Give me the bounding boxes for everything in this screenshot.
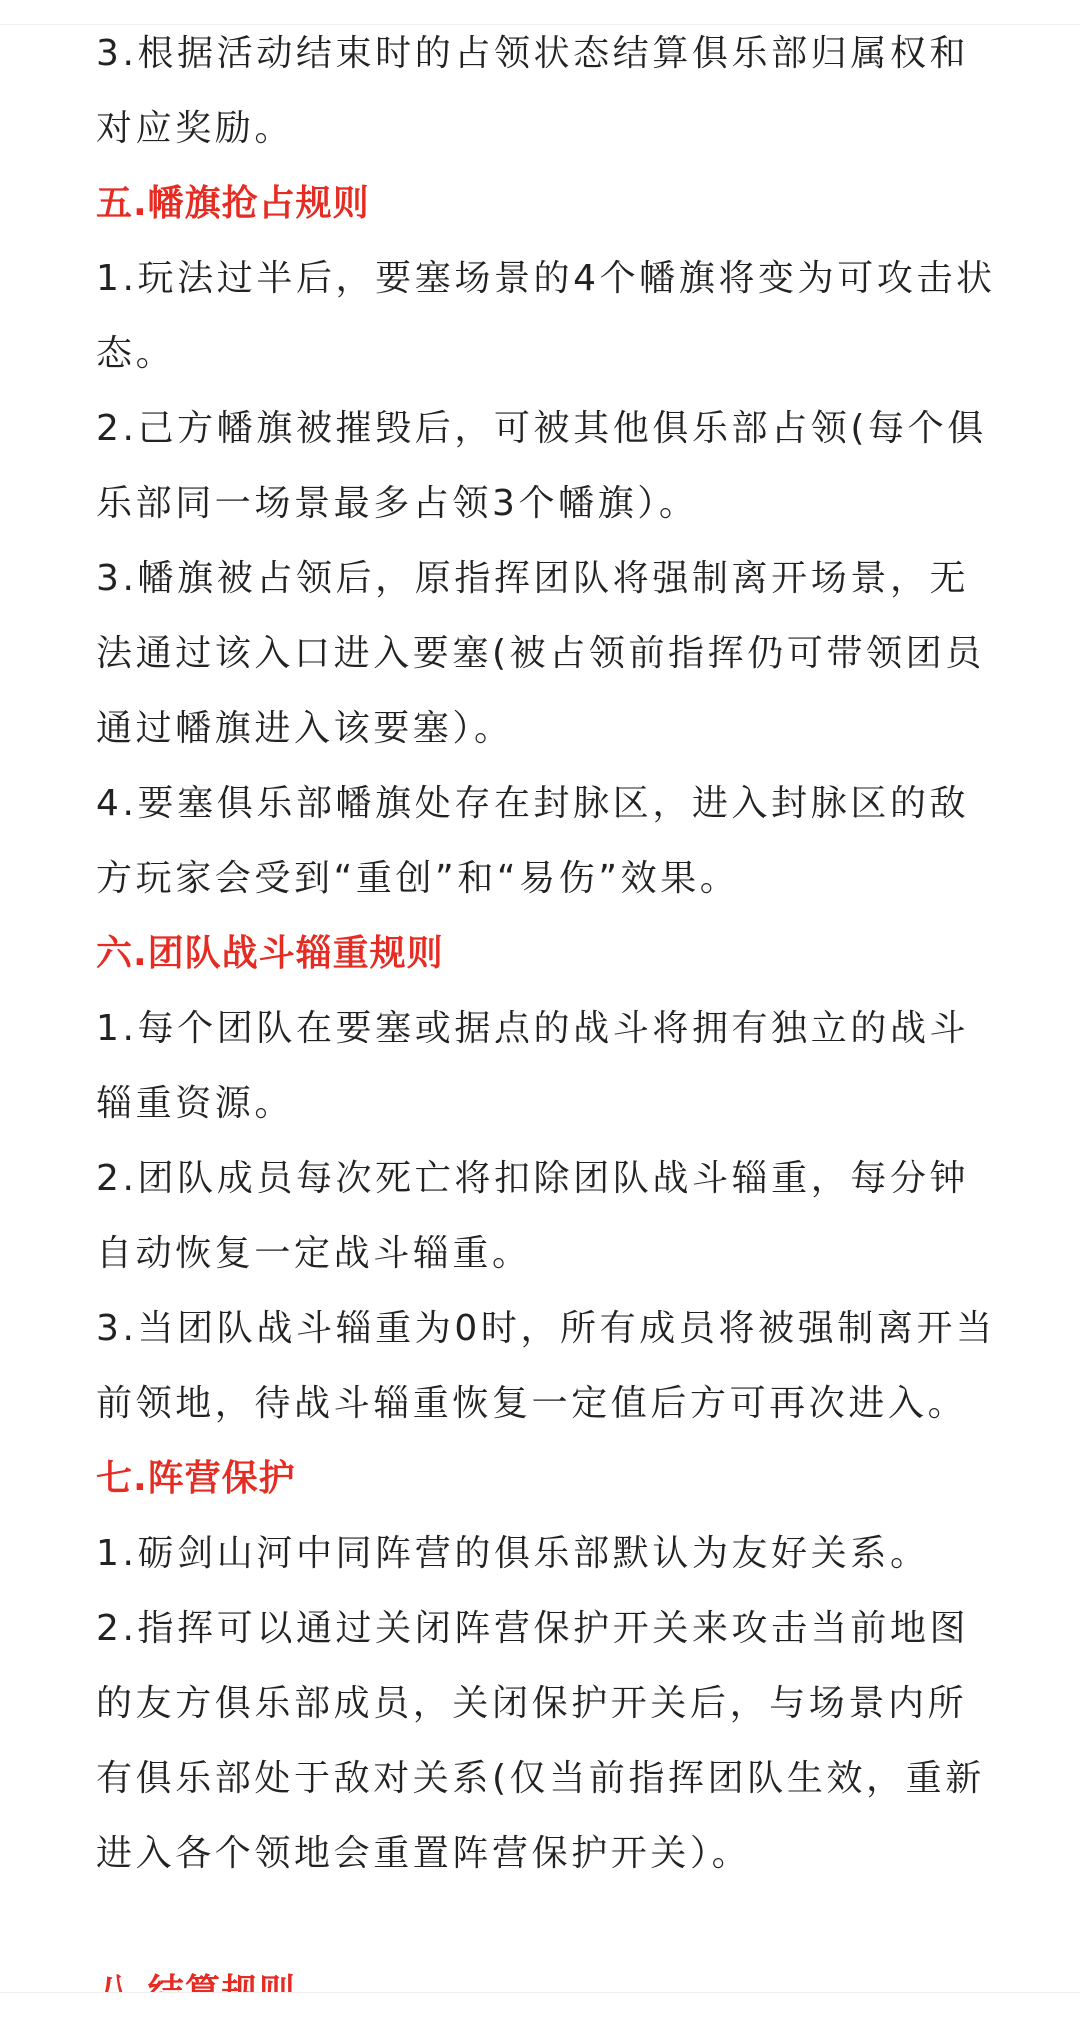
section-heading-team-supply-rules: 六.团队战斗辎重规则	[96, 933, 444, 974]
rule-paragraph: 2.指挥可以通过关闭阵营保护开关来攻击当前地图的友方俱乐部成员，关闭保护开关后，与场景内所有俱乐部处于敌对关系(仅当前指挥团队生效，重新进入各个领地会重置阵营保护开关）。	[96, 1608, 985, 1874]
article-body	[96, 16, 996, 1891]
section-heading-banner-rules: 五.幡旗抢占规则	[96, 183, 370, 224]
rule-paragraph: 2.己方幡旗被摧毁后，可被其他俱乐部占领(每个俱乐部同一场景最多占领3个幡旗）。	[96, 408, 987, 524]
rule-paragraph: 4.要塞俱乐部幡旗处存在封脉区，进入封脉区的敌方玩家会受到“重创”和“易伤”效果。	[96, 783, 970, 899]
rule-paragraph: 1.玩法过半后，要塞场景的4个幡旗将变为可攻击状态。	[96, 258, 996, 374]
rule-paragraph: 3.当团队战斗辎重为0时，所有成员将被强制离开当前领地，待战斗辎重恢复一定值后方可再次进入。	[96, 1308, 996, 1424]
rule-paragraph: 1.每个团队在要塞或据点的战斗将拥有独立的战斗辎重资源。	[96, 1008, 970, 1124]
section-heading-settlement-rules-cut	[96, 1955, 296, 1992]
section-heading-faction-protection: 七.阵营保护	[96, 1458, 296, 1499]
rule-paragraph: 1.砺剑山河中同阵营的俱乐部默认为友好关系。	[96, 1533, 930, 1574]
rule-paragraph: 3.幡旗被占领后，原指挥团队将强制离开场景，无法通过该入口进入要塞(被占领前指挥仍可带领团员通过幡旗进入该要塞）。	[96, 558, 985, 749]
rule-paragraph: 2.团队成员每次死亡将扣除团队战斗辎重，每分钟自动恢复一定战斗辎重。	[96, 1158, 970, 1274]
bottom-bar	[0, 1992, 1080, 2037]
rule-paragraph: 3.根据活动结束时的占领状态结算俱乐部归属权和对应奖励。	[96, 33, 970, 149]
